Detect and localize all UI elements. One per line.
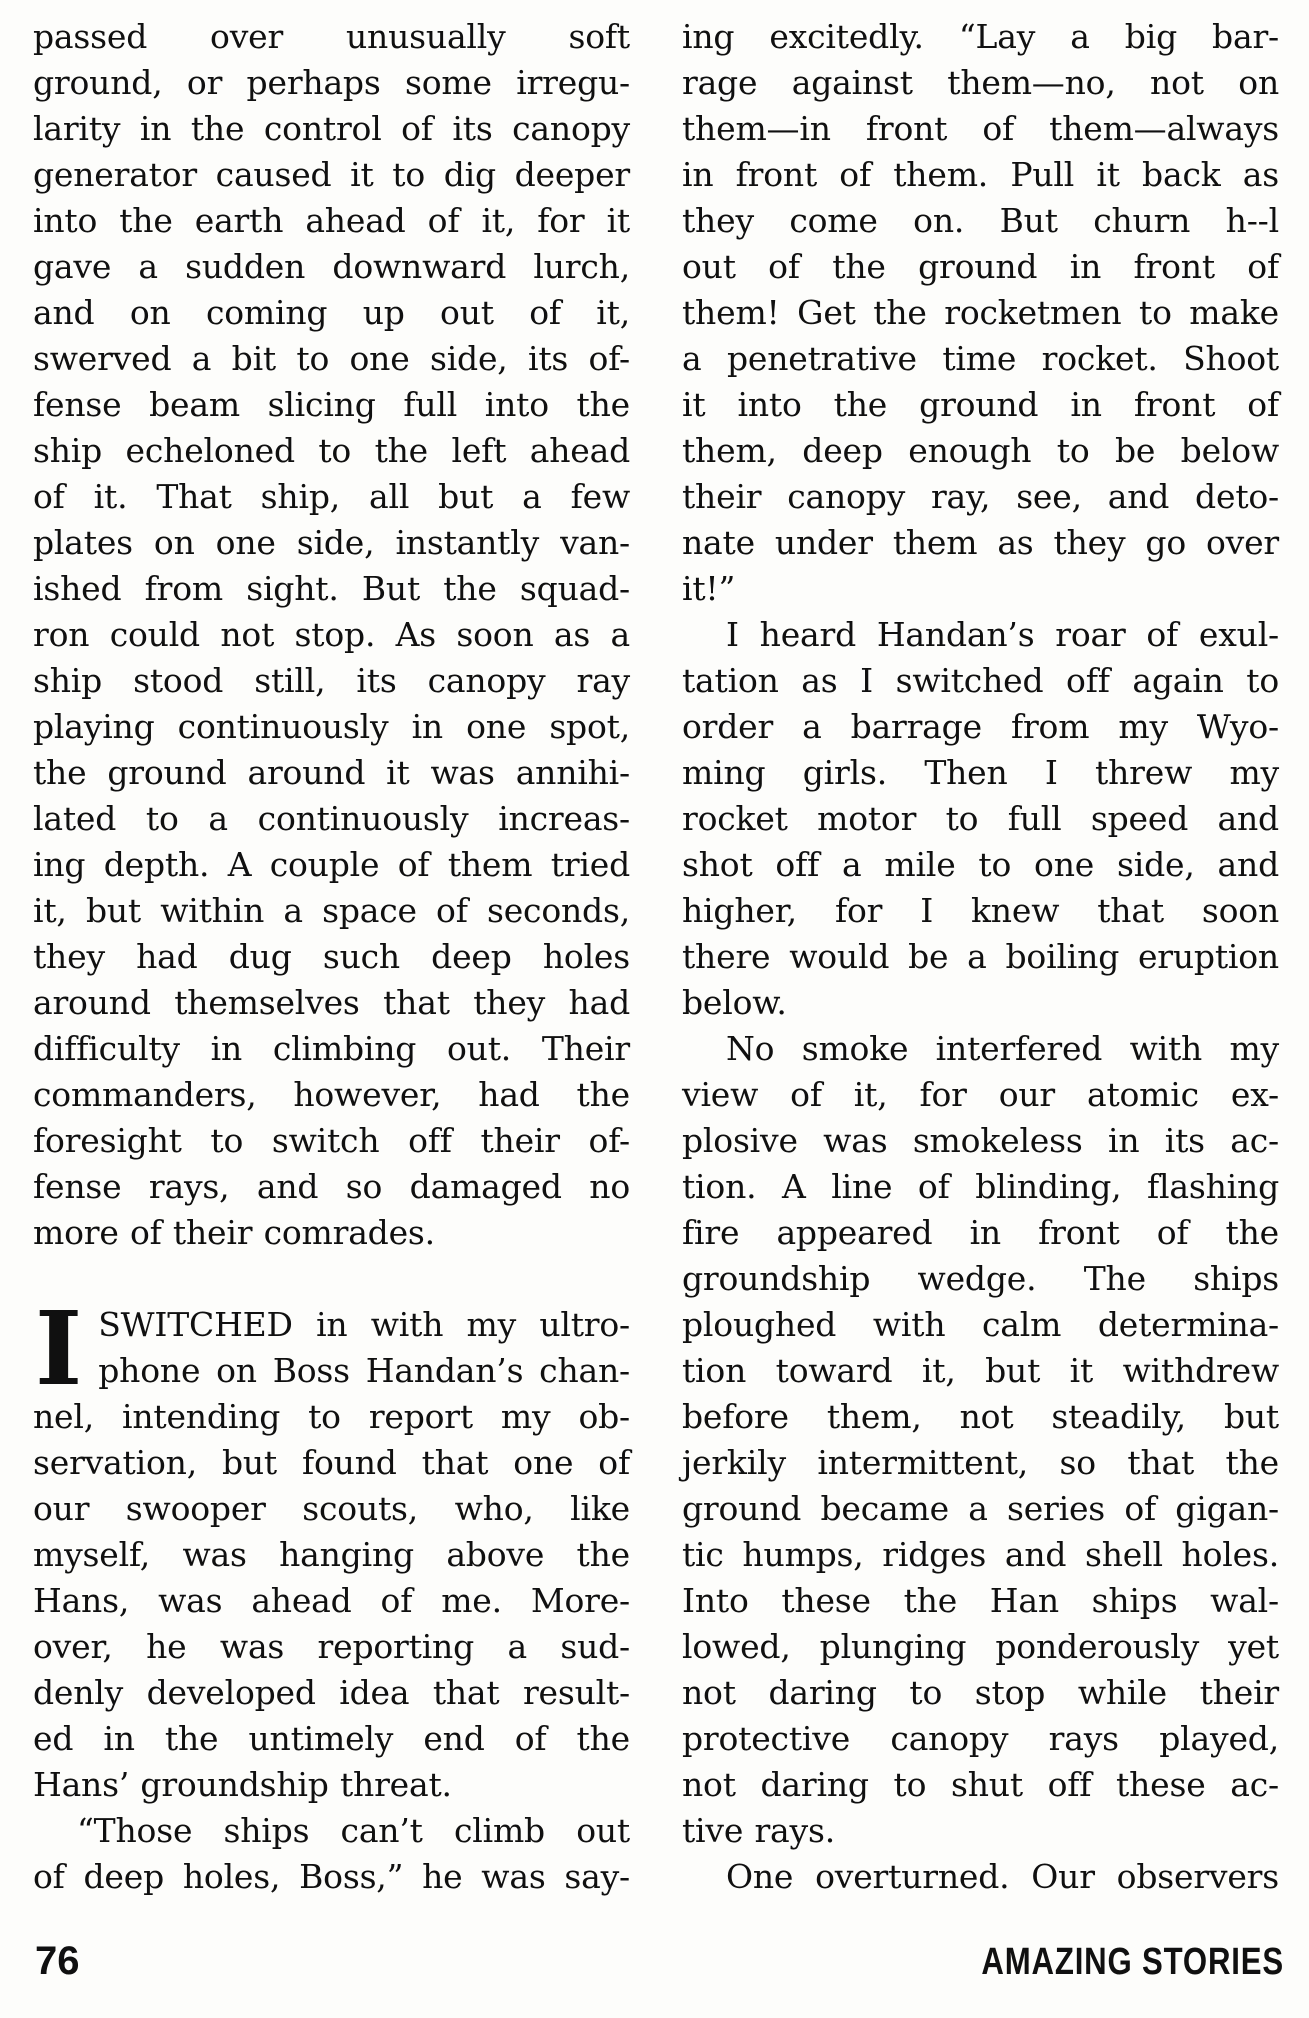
text-line: rocket motor to full speed and xyxy=(682,799,1279,838)
text-line: ground became a series of gigan- xyxy=(682,1489,1279,1528)
text-line: in front of them. Pull it back as xyxy=(682,155,1279,194)
paragraph xyxy=(33,14,630,1256)
text-line: ished from sight. But the squad- xyxy=(33,569,630,608)
text-line: phone on Boss Handan’s chan- xyxy=(98,1351,630,1390)
text-line: fense beam slicing full into the xyxy=(33,385,630,424)
text-line: ed in the untimely end of the xyxy=(33,1719,630,1758)
text-line: order a barrage from my Wyo- xyxy=(682,707,1279,746)
text-line: No smoke interfered with my xyxy=(726,1029,1279,1068)
text-line: a penetrative time rocket. Shoot xyxy=(682,339,1279,378)
text-line: larity in the control of its canopy xyxy=(33,109,630,148)
magazine-title: AMAZING STORIES xyxy=(981,1941,1284,1983)
text-line: servation, but found that one of xyxy=(33,1443,630,1482)
text-line: foresight to switch off their of- xyxy=(33,1121,630,1160)
text-line: over, he was reporting a sud- xyxy=(33,1627,630,1666)
paragraph xyxy=(33,1808,630,1900)
text-line: out of the ground in front of xyxy=(682,247,1279,286)
page-number: 76 xyxy=(35,1939,80,1983)
text-line: fense rays, and so damaged no xyxy=(33,1167,630,1206)
text-line: view of it, for our atomic ex- xyxy=(682,1075,1279,1114)
text-columns xyxy=(33,14,1286,1900)
text-line: I heard Handan’s roar of exul- xyxy=(726,615,1279,654)
paragraph xyxy=(682,612,1279,1026)
text-column-right xyxy=(682,14,1279,1900)
text-line: nel, intending to report my ob- xyxy=(33,1397,630,1436)
text-line: tion. A line of blinding, flashing xyxy=(682,1167,1279,1206)
text-line: ship stood still, its canopy ray xyxy=(33,661,630,700)
text-line: them, deep enough to be below xyxy=(682,431,1279,470)
text-line: tive rays. xyxy=(682,1811,835,1850)
text-line: playing continuously in one spot, xyxy=(33,707,630,746)
text-line: them! Get the rocketmen to make xyxy=(682,293,1279,332)
text-line: of it. That ship, all but a few xyxy=(33,477,630,516)
text-line: they had dug such deep holes xyxy=(33,937,630,976)
text-line: the ground around it was annihi- xyxy=(33,753,630,792)
text-line: higher, for I knew that soon xyxy=(682,891,1279,930)
text-line: they come on. But churn h--l xyxy=(682,201,1279,240)
paragraph xyxy=(682,14,1279,612)
text-line: more of their comrades. xyxy=(33,1213,435,1252)
text-line: jerkily intermittent, so that the xyxy=(682,1443,1279,1482)
text-line: gave a sudden downward lurch, xyxy=(33,247,630,286)
text-line: Into these the Han ships wal- xyxy=(682,1581,1279,1620)
text-line: ron could not stop. As soon as a xyxy=(33,615,630,654)
text-line: nate under them as they go over xyxy=(682,523,1279,562)
text-line: SWITCHED in with my ultro- xyxy=(98,1305,630,1344)
text-line: “Those ships can’t climb out xyxy=(77,1811,630,1850)
text-line: shot off a mile to one side, and xyxy=(682,845,1279,884)
text-line: around themselves that they had xyxy=(33,983,630,1022)
text-line: not daring to shut off these ac- xyxy=(682,1765,1279,1804)
text-line: ing excitedly. “Lay a big bar- xyxy=(682,17,1279,56)
text-line: ming girls. Then I threw my xyxy=(682,753,1279,792)
text-line: below. xyxy=(682,983,787,1022)
text-line: Hans’ groundship threat. xyxy=(33,1765,452,1804)
drop-cap: I xyxy=(35,1289,83,1408)
text-line: our swooper scouts, who, like xyxy=(33,1489,630,1528)
text-line: lated to a continuously increas- xyxy=(33,799,630,838)
text-line: ploughed with calm determina- xyxy=(682,1305,1279,1344)
text-line: ship echeloned to the left ahead xyxy=(33,431,630,470)
text-line: passed over unusually soft xyxy=(33,17,630,56)
text-line: commanders, however, had the xyxy=(33,1075,630,1114)
text-line: there would be a boiling eruption xyxy=(682,937,1279,976)
text-line: plosive was smokeless in its ac- xyxy=(682,1121,1279,1160)
text-line: One overturned. Our observers xyxy=(726,1857,1279,1896)
text-line: groundship wedge. The ships xyxy=(682,1259,1279,1298)
text-line: it into the ground in front of xyxy=(682,385,1279,424)
text-line: Hans, was ahead of me. More- xyxy=(33,1581,630,1620)
text-line: not daring to stop while their xyxy=(682,1673,1279,1712)
text-line: generator caused it to dig deeper xyxy=(33,155,630,194)
text-line: tation as I switched off again to xyxy=(682,661,1279,700)
text-line: denly developed idea that result- xyxy=(33,1673,630,1712)
text-line: it, but within a space of seconds, xyxy=(33,891,630,930)
text-line: fire appeared in front of the xyxy=(682,1213,1279,1252)
text-line: their canopy ray, see, and deto- xyxy=(682,477,1279,516)
paragraph xyxy=(682,1854,1279,1900)
text-line: and on coming up out of it, xyxy=(33,293,630,332)
text-line: ing depth. A couple of them tried xyxy=(33,845,630,884)
page-footer xyxy=(33,1939,1286,2018)
text-line: of deep holes, Boss,” he was say- xyxy=(33,1857,630,1896)
paragraph xyxy=(33,1289,630,1808)
text-line: difficulty in climbing out. Their xyxy=(33,1029,630,1068)
text-line: protective canopy rays played, xyxy=(682,1719,1279,1758)
text-line: swerved a bit to one side, its of- xyxy=(33,339,630,378)
text-line: it!” xyxy=(682,569,736,608)
text-line: lowed, plunging ponderously yet xyxy=(682,1627,1279,1666)
text-line: rage against them—no, not on xyxy=(682,63,1279,102)
text-line: before them, not steadily, but xyxy=(682,1397,1279,1436)
text-line: ground, or perhaps some irregu- xyxy=(33,63,630,102)
text-line: tion toward it, but it withdrew xyxy=(682,1351,1279,1390)
paragraph xyxy=(682,1026,1279,1854)
text-line: tic humps, ridges and shell holes. xyxy=(682,1535,1279,1574)
text-line: myself, was hanging above the xyxy=(33,1535,630,1574)
text-column-left xyxy=(33,14,630,1900)
text-line: them—in front of them—always xyxy=(682,109,1279,148)
text-line: into the earth ahead of it, for it xyxy=(33,201,630,240)
text-line: plates on one side, instantly van- xyxy=(33,523,630,562)
